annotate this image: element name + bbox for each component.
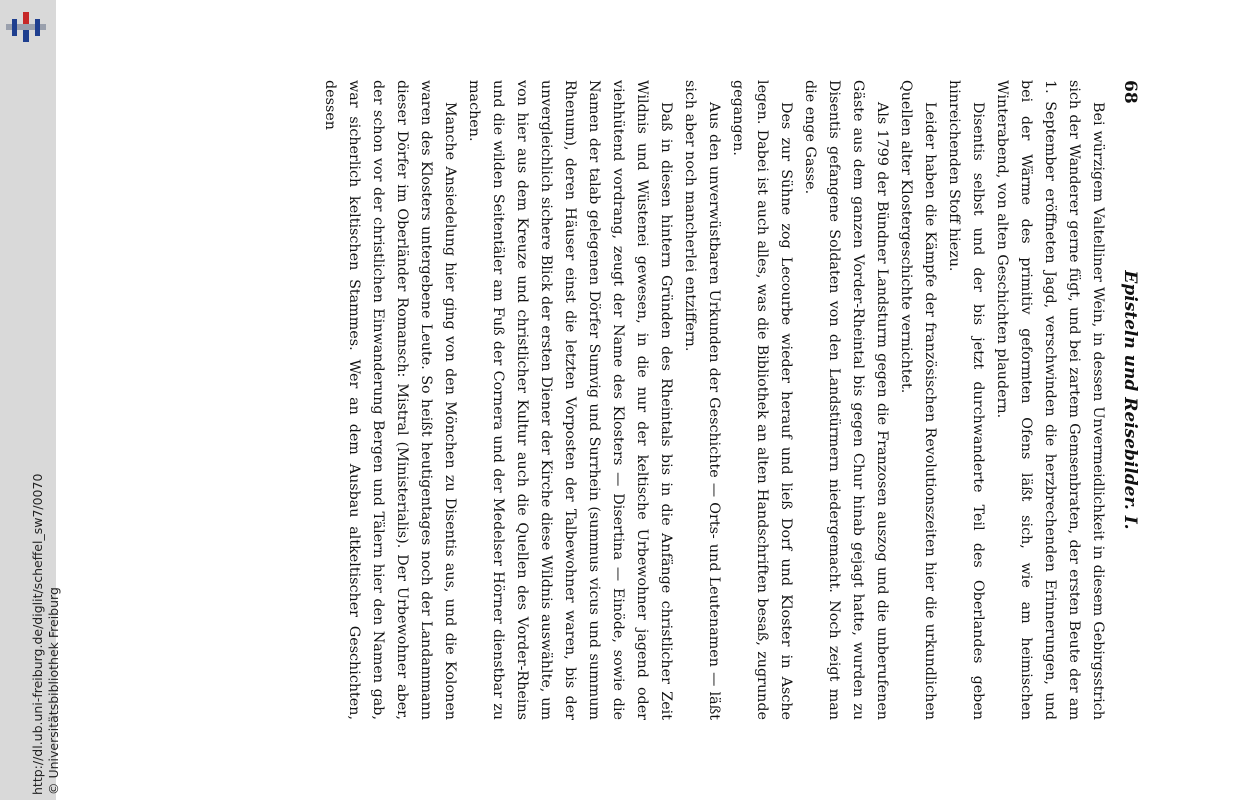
page-body [318,80,1110,720]
scanned-page-area [140,80,1140,720]
paragraph: Daß in diesen hintern Gründen des Rheintals bis in die Anfänge christlicher Zeit Wildnis und Wüstenei gewesen, in die nur der keltische Urbewohner jagend oder viehhütend vordrang, zeugt der Name des Klosters — Disertina — Einöde, sowie die Namen der talab gelegenen Dörfer Sumvig und Surrhein (summus vicus und summum Rhenum), deren Häuser einst die letzten Vorposten der Talbewohner waren, bis der unvergleichlich sichere Blick der ersten Diener der Kirche diese Wildnis auswählte, um von hier aus dem Kreuze und christlicher Kultur auch die Quellen des Vorder-Rheins und die wilden Seitentäler am Fuß der Cornera und der Medelser Hörner dienstbar zu machen. [466,80,674,720]
book-page [140,80,1140,720]
running-head [1110,80,1140,720]
paragraph: Aus den unverwüstbaren Urkunden der Geschichte — Orts- und Leutenamen — läßt sich aber noch mancherlei entziffern. [682,80,722,720]
paragraph: Bei würzigem Valtelliner Wein, in dessen Unvermeidlichkeit in diesem Gebirgsstrich sich der Wanderer gerne fügt, und bei zartem Gemsenbraten, der ersten Beute der am 1. September eröffneten Jagd, verschwinden die herzbrechenden Erinnerungen, und bei der Wärme des primitiv geformten Ofens läßt sich, wie am heimischen Winterabend, von alten Geschichten plaudern. [994,80,1106,720]
paragraph: Als 1799 der Bündner Landsturm gegen die Franzosen auszog und die unberufenen Gäste aus dem ganzen Vorder-Rheintal bis gegen Chur hinab gejagt hatte, wurden zu Disentis gefangene Soldaten von den Landstürmern niedergemacht. Noch zeigt man die enge Gasse. [802,80,890,720]
copyright-notice: © Universitätsbibliothek Freiburg [46,587,61,795]
paragraph: Des zur Sühne zog Lecourbe wieder herauf und ließ Dorf und Kloster in Asche legen. Dabei ist auch alles, was die Bibliothek an alten Handschriften besaß, zugrunde gegangen. [730,80,794,720]
paragraph: Manche Ansiedelung hier ging von den Mönchen zu Disentis aus, und die Kolonen waren des Klosters untergebene Leute. So heißt heutigentages noch der Landammann dieser Dörfer im Oberländer Romansch: Mistral (Ministerialis). Der Urbewohner aber, der schon vor der christlichen Einwanderung Bergen und Tälern hier den Namen gab, war sicherlich keltischen Stammes. Wer an dem Ausbau altkeltischer Geschichten, dessen [322,80,458,720]
viewer-sidebar [0,0,61,800]
paragraph: Disentis selbst und der bis jetzt durchwanderte Teil des Oberlandes geben hinreichenden Stoff hiezu. [946,80,986,720]
page-number: 68 [1120,80,1140,104]
running-title: Episteln und Reisebilder. I. [1120,270,1140,530]
source-url[interactable]: http://dl.ub.uni-freiburg.de/diglit/scheffel_sw7/0070 [30,473,45,795]
paragraph: Leider haben die Kämpfe der französischen Revolutionszeiten hier die urkundlichen Quellen alter Klostergeschichte vernichtet. [898,80,938,720]
